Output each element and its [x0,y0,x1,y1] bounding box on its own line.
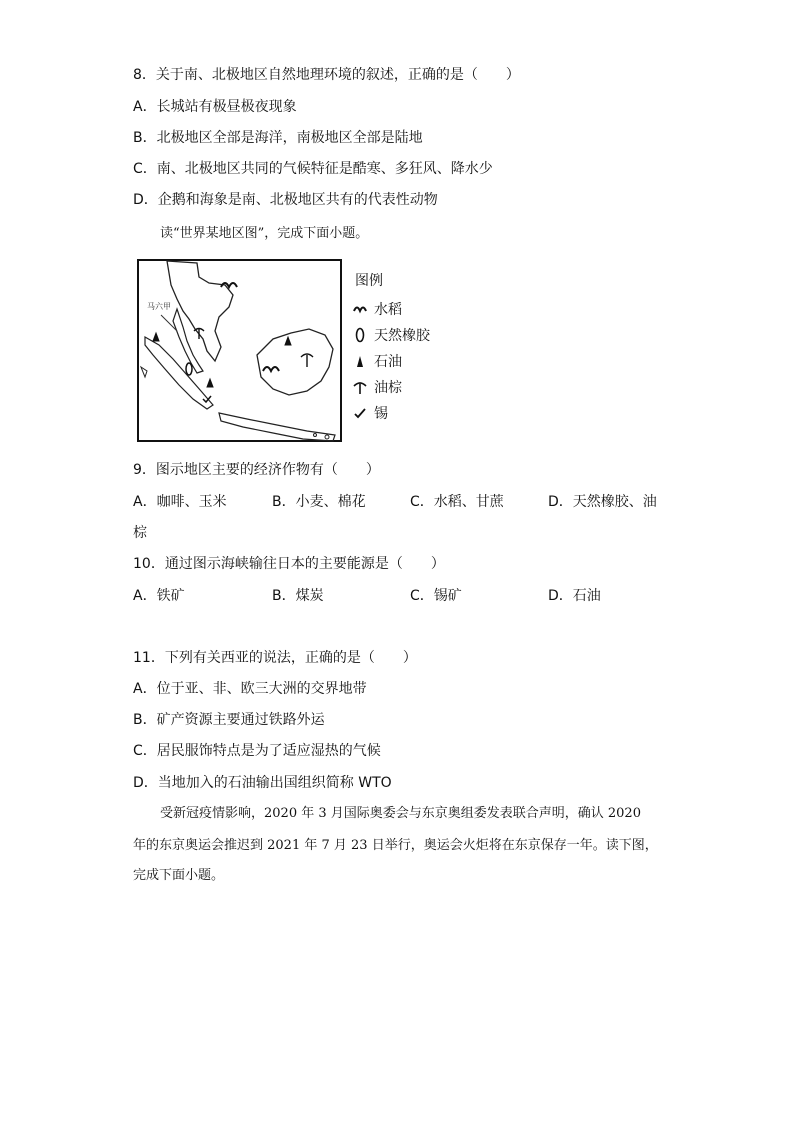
q10-option-a: A．铁矿 [133,588,185,604]
legend-label: 油棕 [374,380,402,396]
legend-title: 图例 [355,273,383,289]
q9-option-a: A．咖啡、玉米 [133,494,227,510]
strait-label: 马六甲 [147,302,171,311]
rubber-icon [352,327,368,343]
q10-option-d: D．石油 [548,588,601,604]
legend-item-rice [352,300,402,318]
q8-option-b: B．北极地区全部是海洋，南极地区全部是陆地 [133,130,423,146]
q8-option-c: C．南、北极地区共同的气候特征是酷寒、多狂风、降水少 [133,161,493,177]
q9-option-c: C．水稻、甘蔗 [410,494,504,510]
q8-option-a: A．长城站有极昼极夜现象 [133,99,297,115]
legend-label: 水稻 [374,302,402,318]
passage-line-1: 受新冠疫情影响，2020 年 3 月国际奥委会与东京奥组委发表联合声明，确认 2020 [160,806,641,821]
q8-stem: 8．关于南、北极地区自然地理环境的叙述，正确的是（ ） [133,67,520,83]
q11-stem: 11．下列有关西亚的说法，正确的是（ ） [133,650,417,666]
q9-stem: 9．图示地区主要的经济作物有（ ） [133,462,380,478]
legend-item-tin [352,404,388,422]
legend-label: 天然橡胶 [374,328,430,344]
q10-option-b: B．煤炭 [272,588,324,604]
rice-icon [352,301,368,317]
palm-icon [352,379,368,395]
q11-option-b: B．矿产资源主要通过铁路外运 [133,712,325,728]
map-legend [352,270,462,430]
passage-line-2: 年的东京奥运会推迟到 2021 年 7 月 23 日举行，奥运会火炬将在东京保存一年。读下图， [133,838,658,853]
q9-option-d: D．天然橡胶、油 [548,494,657,510]
q10-option-c: C．锡矿 [410,588,462,604]
legend-item-palm [352,378,402,396]
q8-option-d: D．企鹅和海象是南、北极地区共有的代表性动物 [133,192,438,208]
legend-item-oil [352,352,402,370]
legend-label: 锡 [374,406,388,422]
map-intro: 读“世界某地区图”，完成下面小题。 [160,226,369,241]
q10-stem: 10．通过图示海峡输往日本的主要能源是（ ） [133,556,445,572]
q11-option-d: D．当地加入的石油输出国组织简称 WTO [133,775,392,791]
passage-line-3: 完成下面小题。 [133,868,225,883]
q11-option-c: C．居民服饰特点是为了适应湿热的气候 [133,743,381,759]
legend-label: 石油 [374,354,402,370]
legend-item-rubber [352,326,430,344]
q9-option-b: B．小麦、棉花 [272,494,366,510]
tin-icon [352,405,368,421]
q11-option-a: A．位于亚、非、欧三大洲的交界地带 [133,681,367,697]
map-drawing [137,259,342,442]
q9-option-d-continued: 棕 [133,525,147,541]
oil-icon [352,353,368,369]
southeast-asia-map [137,259,342,442]
